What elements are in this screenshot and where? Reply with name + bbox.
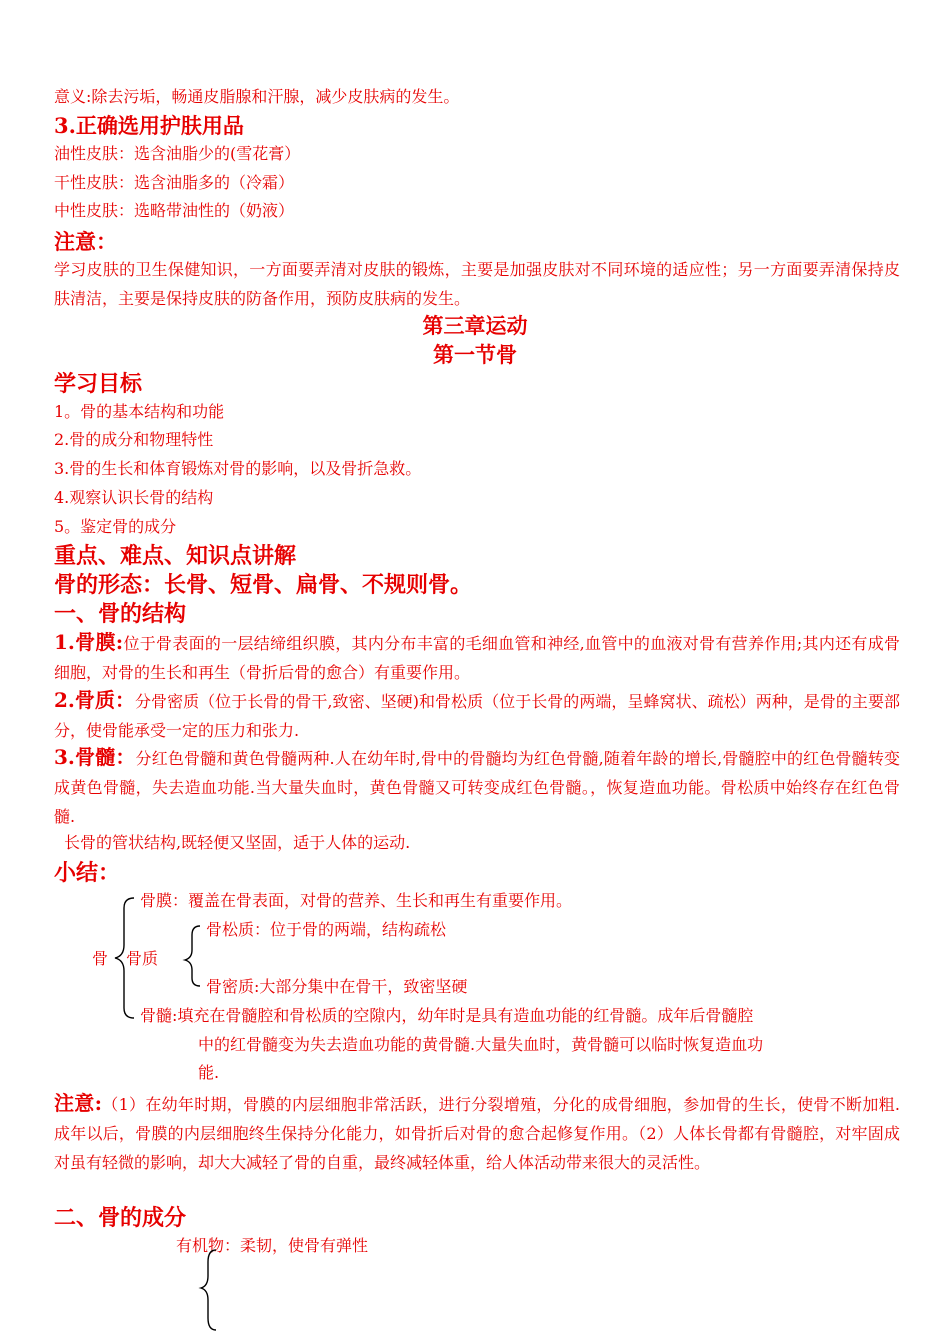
summary-periosteum: 骨膜：覆盖在骨表面，对骨的营养、生长和再生有重要作用。	[140, 891, 573, 910]
chapter-title: 第三章运动	[422, 313, 528, 338]
composition-brace	[0, 0, 1, 1]
attention-label: 注意:	[54, 1091, 102, 1115]
periosteum-label: 1.骨膜:	[54, 630, 124, 654]
objective-item: 1。骨的基本结构和功能	[54, 402, 225, 421]
periosteum-paragraph	[54, 628, 900, 687]
structure-heading: 一、骨的结构	[54, 601, 187, 627]
note-heading: 注意：	[54, 229, 117, 254]
attention-text: （1）在幼年时期，骨膜的内层细胞非常活跃，进行分裂增殖，分化的成骨细胞，参加骨的生长，使骨不断加粗.成年以后，骨膜的内层细胞终生保持分化能力，如骨折后对骨的愈合起修复作用。（2）人体长骨都有骨髓腔，对牢固成对虽有轻微的影响，却大大减轻了骨的自重，最终减轻体重，给人体活动带来很大的灵活性。	[54, 1095, 900, 1172]
oily-skin-line: 油性皮肤：选含油脂少的(雪花膏）	[54, 144, 301, 163]
substance-text: 分骨密质（位于长骨的骨干,致密、坚硬)和骨松质（位于长骨的两端，呈蜂窝状、疏松）两种，是骨的主要部分，使骨能承受一定的压力和张力.	[54, 692, 900, 740]
composition-heading: 二、骨的成分	[54, 1205, 187, 1231]
substance-label: 2.骨质：	[54, 688, 136, 712]
summary-marrow-line3: 能.	[198, 1063, 220, 1082]
objective-item: 3.骨的生长和体育锻炼对骨的影响，以及骨折急救。	[54, 459, 422, 478]
summary-marrow-line2: 中的红骨髓变为失去造血功能的黄骨髓.大量失血时，黄骨髓可以临时恢复造血功	[198, 1035, 764, 1054]
attention-paragraph	[54, 1089, 900, 1177]
dry-skin-line: 干性皮肤：选含油脂多的（冷霜）	[54, 173, 295, 192]
marrow-label: 3.骨髓：	[54, 745, 136, 769]
section-title: 第一节骨	[433, 342, 517, 367]
summary-heading: 小结：	[54, 860, 121, 886]
summary-marrow-line1: 骨髓:填充在骨髓腔和骨松质的空隙内，幼年时是具有造血功能的红骨髓。成年后骨髓腔	[140, 1006, 754, 1025]
summary-spongy-bone: 骨松质：位于骨的两端，结构疏松	[206, 920, 447, 939]
neutral-skin-line: 中性皮肤：选略带油性的（奶液）	[54, 201, 295, 220]
note-paragraph: 学习皮肤的卫生保健知识，一方面要弄清对皮肤的锻炼，主要是加强皮肤对不同环境的适应性；另一方面要弄清保持皮肤清洁，主要是保持皮肤的防备作用，预防皮肤病的发生。	[54, 260, 900, 308]
periosteum-text: 位于骨表面的一层结缔组织膜，其内分布丰富的毛细血管和神经,血管中的血液对骨有营养作用;其内还有成骨细胞，对骨的生长和再生（骨折后骨的愈合）有重要作用。	[54, 634, 901, 682]
meaning-line: 意义:除去污垢，畅通皮脂腺和汗腺，减少皮肤病的发生。	[54, 87, 460, 106]
bone-shapes-line: 骨的形态：长骨、短骨、扁骨、不规则骨。	[54, 572, 473, 598]
objective-item: 2.骨的成分和物理特性	[54, 430, 214, 449]
marrow-paragraph	[54, 743, 900, 831]
summary-root-bone: 骨	[92, 949, 109, 968]
tube-structure-line: 长骨的管状结构,既轻便又坚固，适于人体的运动.	[64, 833, 411, 852]
marrow-text: 分红色骨髓和黄色骨髓两种.人在幼年时,骨中的骨髓均为红色骨髓,随着年龄的增长,骨髓腔中的红色骨髓转变成黄色骨髓，失去造血功能.当大量失血时，黄色骨髓又可转变成红色骨髓。，恢复造血功能。骨松质中始终存在红色骨髓.	[54, 749, 900, 826]
summary-compact-bone: 骨密质:大部分集中在骨干，致密坚硬	[206, 977, 468, 996]
objective-item: 5。鉴定骨的成分	[54, 517, 177, 536]
objective-item: 4.观察认识长骨的结构	[54, 488, 214, 507]
keypoints-heading: 重点、难点、知识点讲解	[54, 543, 297, 569]
composition-organic: 有机物：柔韧，使骨有弹性	[176, 1236, 369, 1255]
substance-paragraph	[54, 686, 900, 745]
summary-substance: 骨质	[126, 949, 159, 968]
heading-skincare-products: 3.正确选用护肤用品	[54, 113, 244, 138]
objectives-heading: 学习目标	[54, 371, 143, 397]
